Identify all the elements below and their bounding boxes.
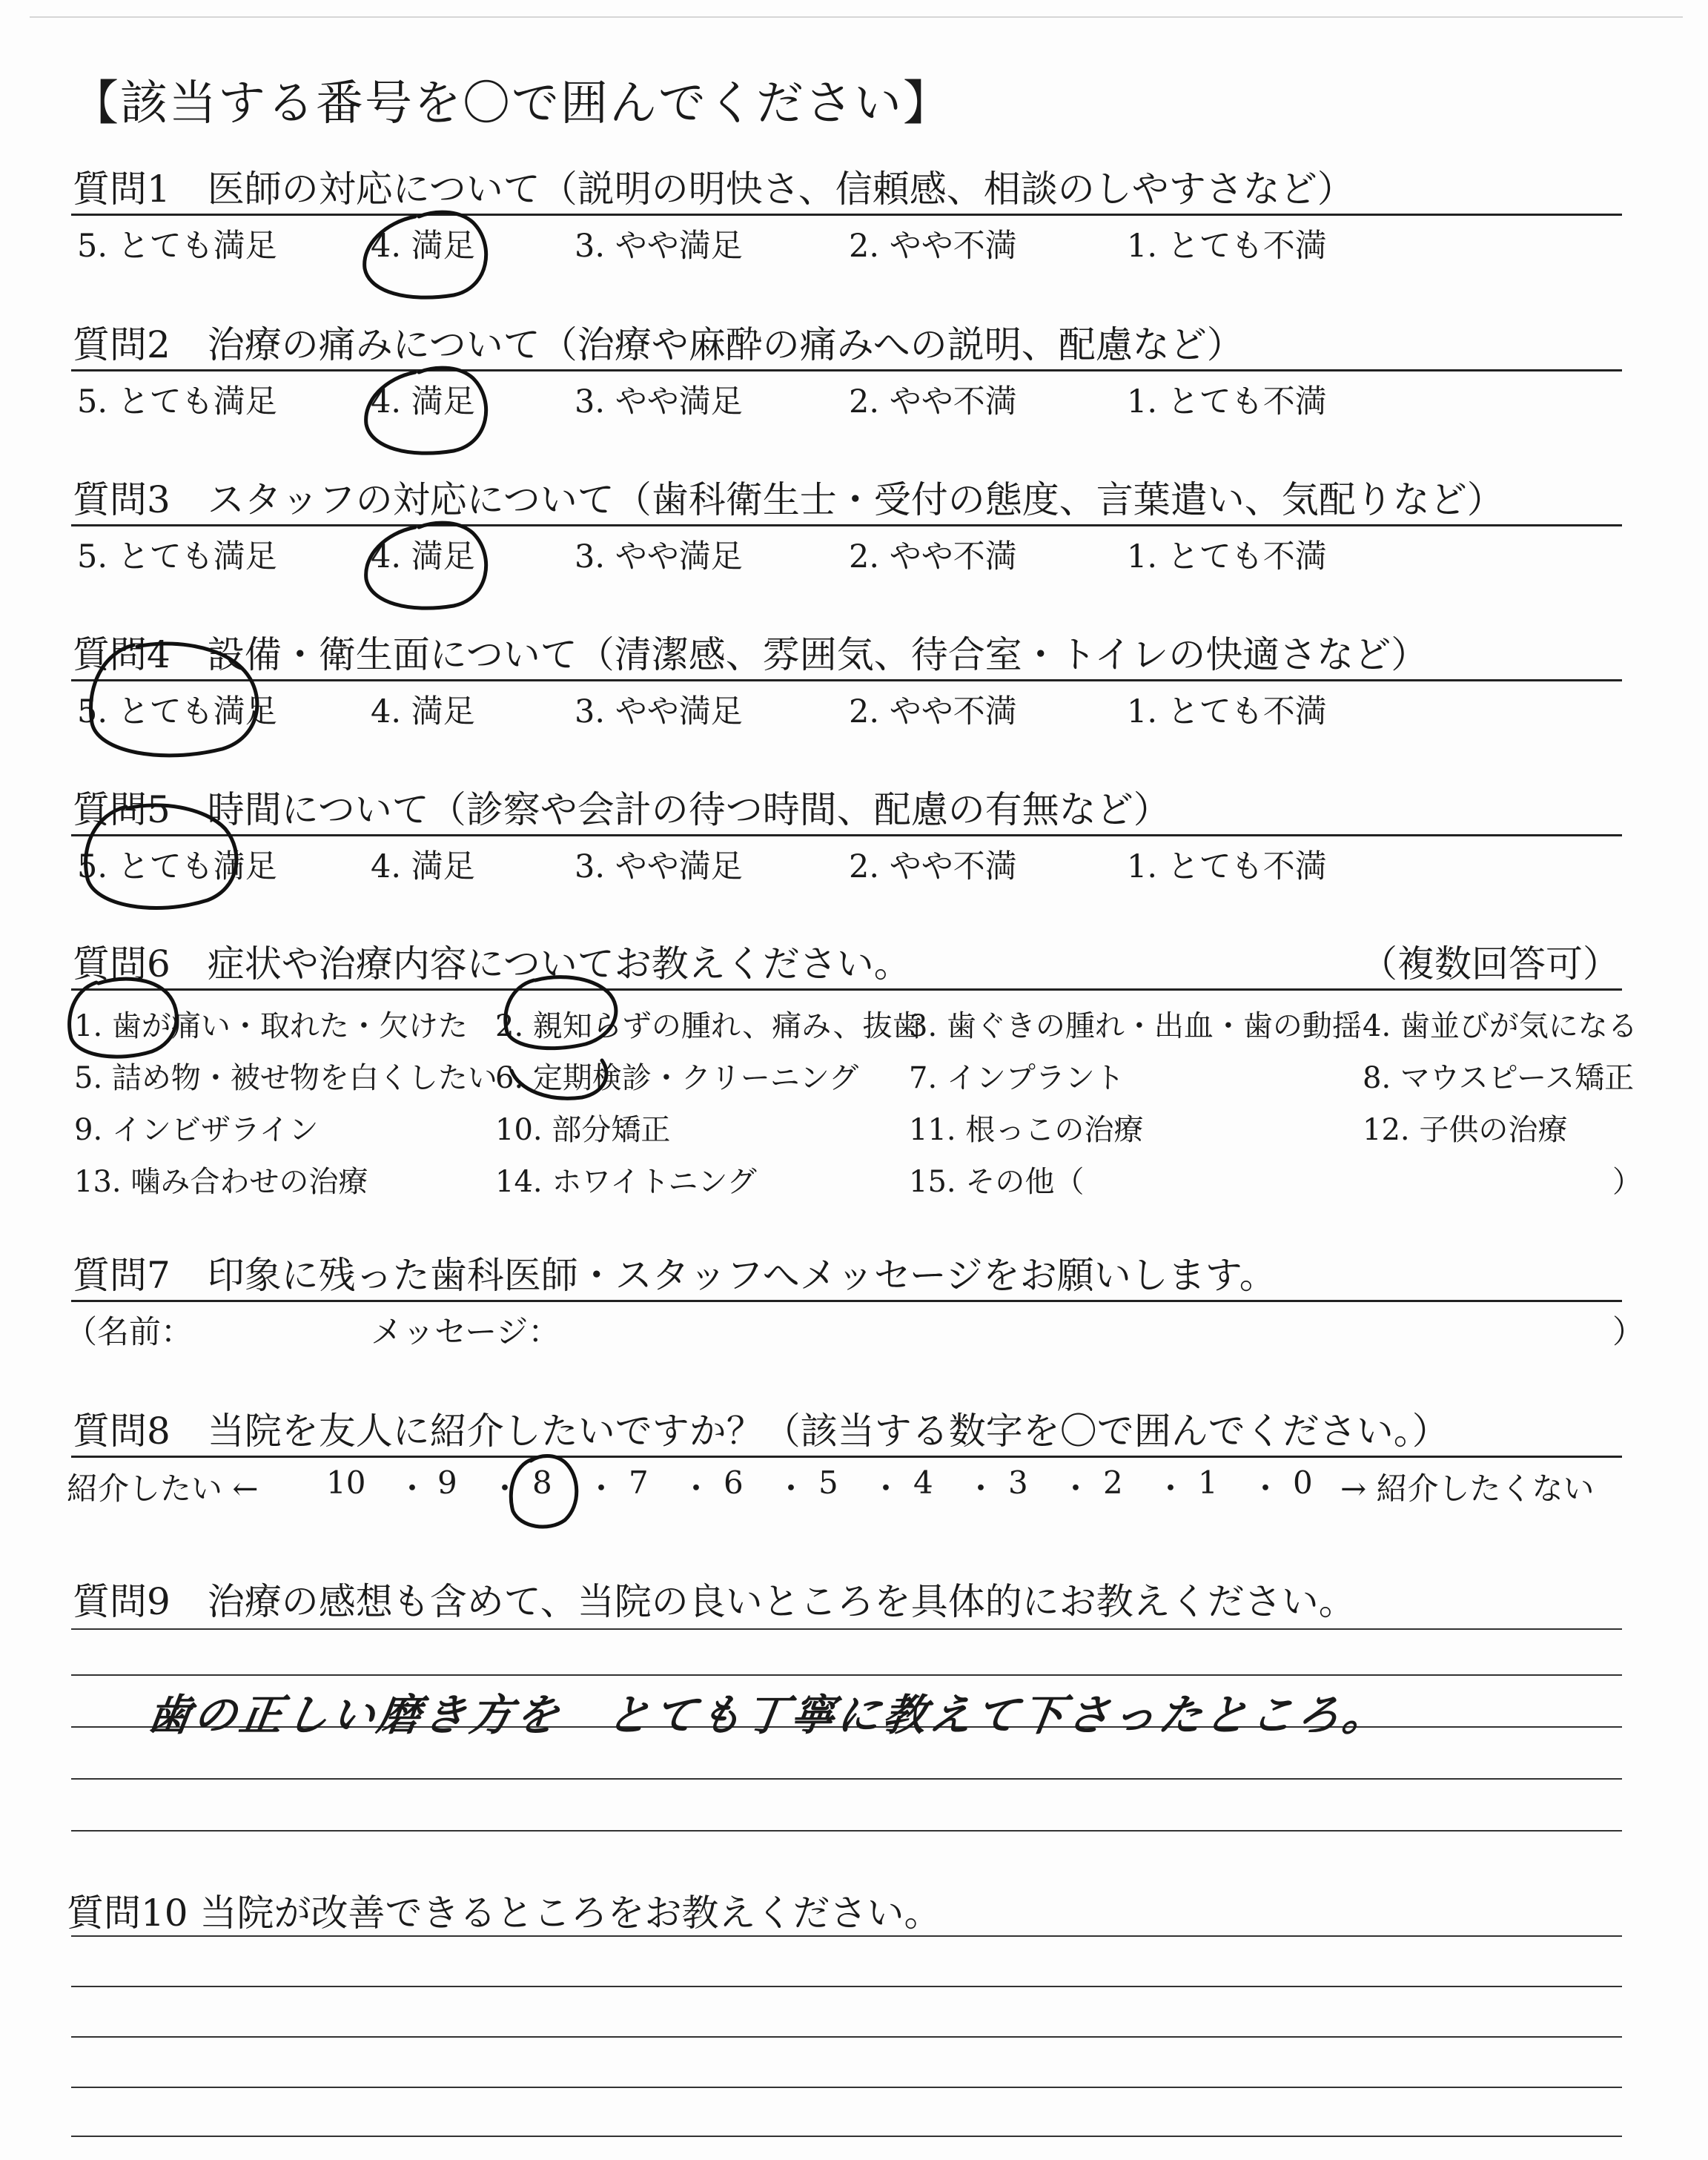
q6-option-13[interactable]: 13. 噛み合わせの治療 <box>74 1165 368 1199</box>
q8-right-label: → 紹介したくない <box>1340 1470 1595 1507</box>
q8-scale-7[interactable]: 7 <box>629 1464 649 1501</box>
q8-scale-2[interactable]: 2 <box>1103 1464 1123 1501</box>
question-9-label: 質問9 治療の感想も含めて、当院の良いところを具体的にお教えください。 <box>73 1580 1356 1623</box>
q7-name-label: （名前： <box>65 1314 193 1351</box>
q3-option-2[interactable]: 2. やや不満 <box>849 538 1017 575</box>
q8-scale-6[interactable]: 6 <box>724 1464 744 1501</box>
q9-writing-line <box>71 1830 1622 1832</box>
question-8-rule <box>71 1456 1622 1458</box>
question-8-label: 質問8 当院を友人に紹介したいですか？（該当する数字を〇で囲んでください。） <box>73 1410 1449 1453</box>
q1-option-2[interactable]: 2. やや不満 <box>849 228 1017 265</box>
q10-writing-line <box>71 2136 1622 2137</box>
q2-option-3[interactable]: 3. やや満足 <box>575 383 743 420</box>
question-3-label: 質問3 スタッフの対応について（歯科衛生士・受付の態度、言葉遣い、気配りなど） <box>73 478 1504 521</box>
q1-option-4[interactable]: 4. 満足 <box>371 228 475 265</box>
q4-option-5[interactable]: 5. とても満足 <box>77 693 277 730</box>
question-6-label: 質問6 症状や治療内容についてお教えください。 <box>73 942 911 985</box>
question-5-label: 質問5 時間について（診察や会計の待つ時間、配慮の有無など） <box>73 788 1171 831</box>
q2-option-5[interactable]: 5. とても満足 <box>77 383 277 420</box>
q6-option-2[interactable]: 2. 親知らずの腫れ、痛み、抜歯 <box>495 1009 922 1043</box>
q2-option-1[interactable]: 1. とても不満 <box>1127 383 1327 420</box>
q9-writing-line <box>71 1628 1622 1630</box>
q8-scale-1[interactable]: 1 <box>1198 1464 1218 1501</box>
question-5-rule <box>71 834 1622 836</box>
q10-writing-line <box>71 2087 1622 2088</box>
q5-option-2[interactable]: 2. やや不満 <box>849 848 1017 885</box>
q8-scale-5[interactable]: 5 <box>818 1464 838 1501</box>
q6-option-11[interactable]: 11. 根っこの治療 <box>909 1113 1144 1147</box>
question-7-label: 質問7 印象に残った歯科医師・スタッフへメッセージをお願いします。 <box>73 1254 1277 1297</box>
q4-option-3[interactable]: 3. やや満足 <box>575 693 743 730</box>
question-2-label: 質問2 治療の痛みについて（治療や麻酔の痛みへの説明、配慮など） <box>73 323 1244 366</box>
q8-left-label: 紹介したい ← <box>67 1470 259 1507</box>
q1-option-3[interactable]: 3. やや満足 <box>575 228 743 265</box>
q8-scale-dot: ・ <box>489 1470 521 1507</box>
form-instruction-title: 【該当する番号を〇で囲んでください】 <box>71 76 952 131</box>
q8-scale-8[interactable]: 8 <box>532 1464 552 1501</box>
q3-option-5[interactable]: 5. とても満足 <box>77 538 277 575</box>
question-10-label: 質問10 当院が改善できるところをお教えください。 <box>67 1892 941 1935</box>
q4-option-1[interactable]: 1. とても不満 <box>1127 693 1327 730</box>
q6-option-9[interactable]: 9. インビザライン <box>74 1113 319 1147</box>
q8-scale-10[interactable]: 10 <box>326 1464 366 1501</box>
q2-option-2[interactable]: 2. やや不満 <box>849 383 1017 420</box>
q3-option-4[interactable]: 4. 満足 <box>371 538 475 575</box>
question-1-label: 質問1 医師の対応について（説明の明快さ、信頼感、相談のしやすさなど） <box>73 168 1354 211</box>
q8-scale-dot: ・ <box>1060 1470 1092 1507</box>
q9-writing-line <box>71 1778 1622 1780</box>
q6-option-7[interactable]: 7. インプラント <box>909 1061 1125 1095</box>
q3-option-1[interactable]: 1. とても不満 <box>1127 538 1327 575</box>
q7-close-paren: ） <box>1612 1314 1644 1351</box>
q1-option-5[interactable]: 5. とても満足 <box>77 228 277 265</box>
q6-option-10[interactable]: 10. 部分矯正 <box>495 1113 671 1147</box>
page-top-edge <box>30 16 1683 18</box>
q4-option-2[interactable]: 2. やや不満 <box>849 693 1017 730</box>
question-4-rule <box>71 679 1622 681</box>
q3-option-3[interactable]: 3. やや満足 <box>575 538 743 575</box>
q6-option-1[interactable]: 1. 歯が痛い・取れた・欠けた <box>74 1009 468 1043</box>
question-3-rule <box>71 524 1622 526</box>
q6-option-15-close: ） <box>1612 1165 1642 1199</box>
q8-scale-dot: ・ <box>1250 1470 1282 1507</box>
q8-scale-dot: ・ <box>1155 1470 1187 1507</box>
question-4-label: 質問4 設備・衛生面について（清潔感、雰囲気、待合室・トイレの快適さなど） <box>73 633 1429 676</box>
q8-scale-4[interactable]: 4 <box>913 1464 933 1501</box>
question-6-rule <box>71 988 1622 991</box>
question-7-rule <box>71 1300 1622 1302</box>
q6-option-3[interactable]: 3. 歯ぐきの腫れ・出血・歯の動揺 <box>909 1009 1362 1043</box>
q6-option-8[interactable]: 8. マウスピース矯正 <box>1363 1061 1635 1095</box>
question-2-rule <box>71 369 1622 371</box>
q4-option-4[interactable]: 4. 満足 <box>371 693 475 730</box>
q10-writing-line <box>71 2036 1622 2038</box>
q10-writing-line <box>71 1986 1622 1987</box>
question-1-rule <box>71 214 1622 216</box>
q2-option-4[interactable]: 4. 満足 <box>371 383 475 420</box>
q1-option-1[interactable]: 1. とても不満 <box>1127 228 1327 265</box>
q8-scale-dot: ・ <box>775 1470 807 1507</box>
q5-option-1[interactable]: 1. とても不満 <box>1127 848 1327 885</box>
q6-option-5[interactable]: 5. 詰め物・被せ物を白くしたい <box>74 1061 497 1095</box>
q8-scale-dot: ・ <box>965 1470 997 1507</box>
q8-scale-dot: ・ <box>586 1470 618 1507</box>
q6-option-6[interactable]: 6. 定期検診・クリーニング <box>495 1061 859 1095</box>
q5-option-3[interactable]: 3. やや満足 <box>575 848 743 885</box>
q8-scale-dot: ・ <box>681 1470 712 1507</box>
q6-option-12[interactable]: 12. 子供の治療 <box>1363 1113 1568 1147</box>
q7-message-label: メッセージ： <box>371 1314 560 1351</box>
q8-scale-dot: ・ <box>870 1470 902 1507</box>
q6-option-14[interactable]: 14. ホワイトニング <box>495 1165 757 1199</box>
q9-writing-line <box>71 1674 1622 1676</box>
q8-scale-9[interactable]: 9 <box>437 1464 457 1501</box>
q8-scale-3[interactable]: 3 <box>1008 1464 1028 1501</box>
q8-scale-dot: ・ <box>397 1470 428 1507</box>
q6-option-4[interactable]: 4. 歯並びが気になる <box>1363 1009 1638 1043</box>
q10-writing-line <box>71 1935 1622 1937</box>
q5-option-4[interactable]: 4. 満足 <box>371 848 475 885</box>
question-6-note: （複数回答可） <box>1360 942 1620 985</box>
q9-handwritten-answer: 歯の正しい磨き方を とても丁寧に教えて下さったところ。 <box>144 1690 1393 1740</box>
q6-option-15[interactable]: 15. その他（ <box>909 1165 1085 1199</box>
q5-option-5[interactable]: 5. とても満足 <box>77 848 277 885</box>
q8-scale-0[interactable]: 0 <box>1293 1464 1313 1501</box>
